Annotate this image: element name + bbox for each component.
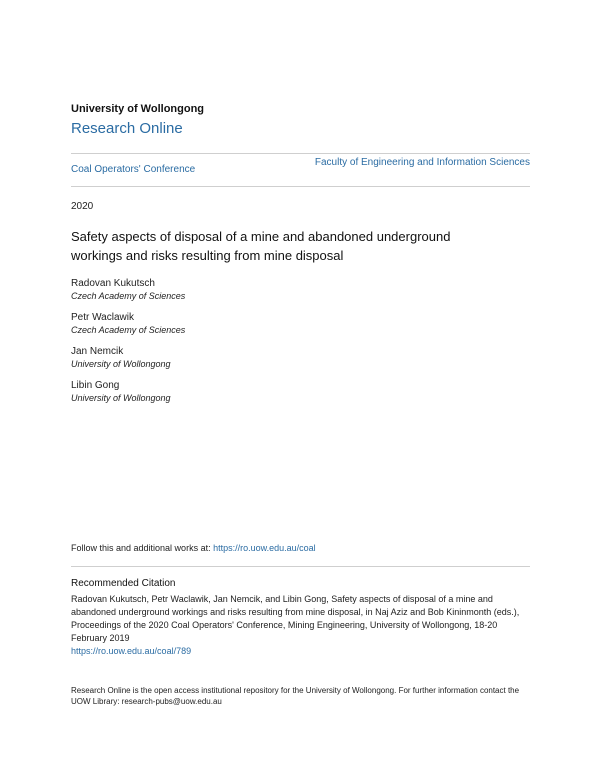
collection-link[interactable]: https://ro.uow.edu.au/coal [213,543,316,553]
author-affiliation: University of Wollongong [71,359,171,369]
author-name: Jan Nemcik [71,346,124,357]
series-link[interactable]: Coal Operators' Conference [71,164,196,175]
author-affiliation: Czech Academy of Sciences [71,325,186,335]
publication-year: 2020 [71,201,94,212]
follow-text: Follow this and additional works at: [71,543,214,553]
citation-block [71,593,533,658]
author-entry [71,379,185,404]
citation-link[interactable]: https://ro.uow.edu.au/coal/789 [71,646,192,656]
author-entry [71,345,185,370]
author-list [71,277,185,413]
divider-middle [71,186,530,187]
university-name: University of Wollongong [71,103,205,115]
citation-text: Radovan Kukutsch, Petr Waclawik, Jan Nemcik, and Libin Gong, Safety aspects of disposal of a mine and abandoned underground workings and risks resulting from mine disposal, in Naj Aziz and Bob Kininmonth (eds.), Proceedings of the 2020 Coal Operators' Conference, Mining Engineering, University of Wollongong, 18-20 February 2019 [71,594,520,643]
author-affiliation: Czech Academy of Sciences [71,291,186,301]
follow-line [71,543,316,553]
paper-title: Safety aspects of disposal of a mine and abandoned underground workings and risks resulting from mine disposal [71,229,451,263]
divider-citation [71,566,530,567]
citation-heading: Recommended Citation [71,578,176,589]
author-entry [71,311,185,336]
author-affiliation: University of Wollongong [71,393,171,403]
repository-name[interactable]: Research Online [71,120,183,137]
author-name: Radovan Kukutsch [71,278,155,289]
footer-notice: Research Online is the open access institutional repository for the University of Wollongong. For further information contact the UOW Library: research-pubs@uow.edu.au [71,686,520,706]
author-name: Petr Waclawik [71,312,134,323]
author-name: Libin Gong [71,380,120,391]
divider-top [71,153,530,154]
author-entry [71,277,185,302]
faculty-link[interactable]: Faculty of Engineering and Information Sciences [314,157,530,168]
